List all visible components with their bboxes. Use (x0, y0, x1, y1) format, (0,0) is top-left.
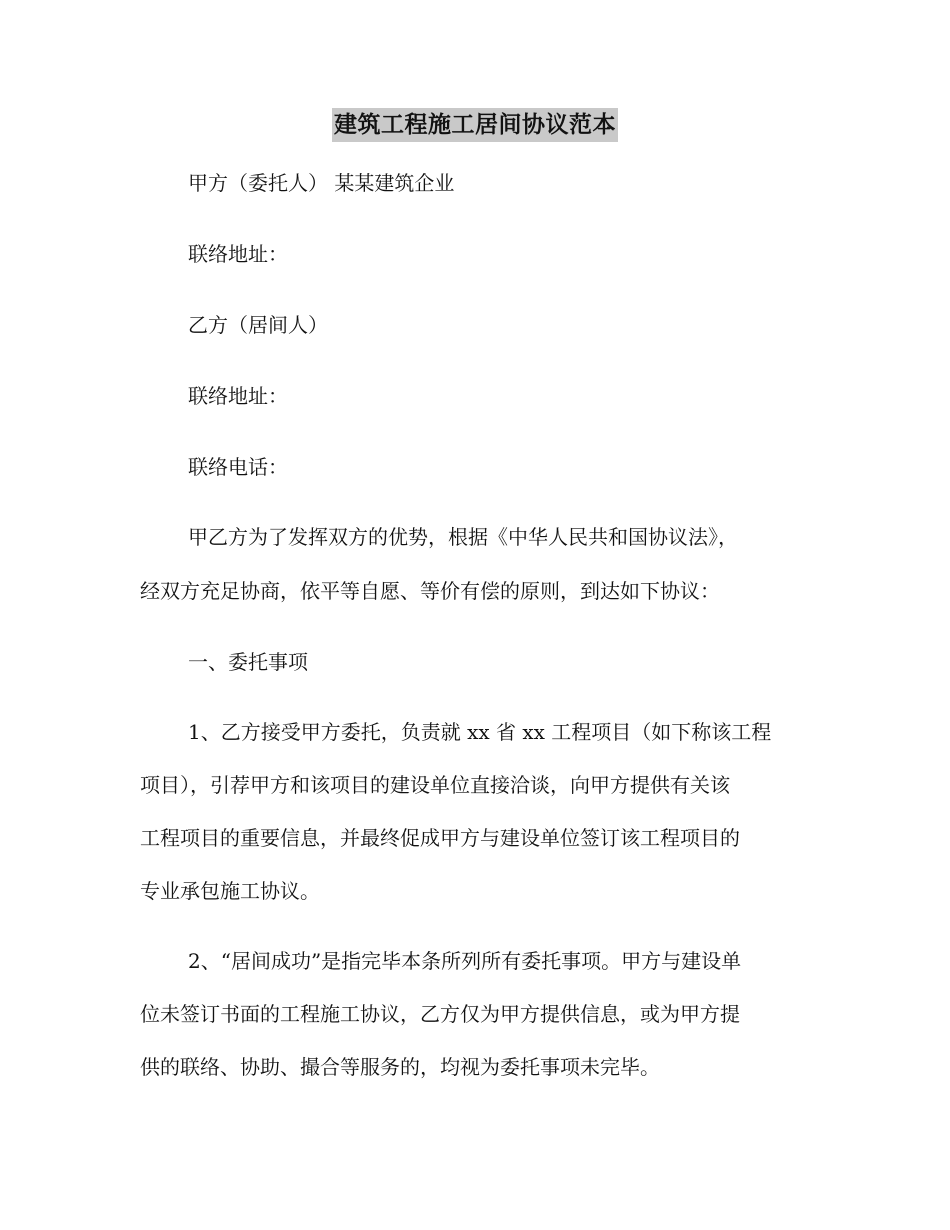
party-b-phone-line: 联络电话： (188, 455, 288, 479)
document-title: 建筑工程施工居间协议范本 (332, 108, 618, 142)
party-a-address-line: 联络地址： (188, 242, 288, 266)
party-b-line: 乙方（居间人） (188, 313, 328, 337)
section-heading-1: 一、委托事项 (188, 650, 308, 674)
clause-2-line-1: 2、“居间成功”是指完毕本条所列所有委托事项。甲方与建设单 (188, 949, 742, 973)
party-a-line: 甲方（委托人） 某某建筑企业 (188, 171, 455, 195)
title-container (0, 108, 950, 142)
intro-paragraph-line-2: 经双方充足协商，依平等自愿、等价有偿的原则，到达如下协议： (140, 579, 720, 603)
clause-2-line-3: 供的联络、协助、撮合等服务的，均视为委托事项未完毕。 (140, 1055, 660, 1079)
clause-2-line-2: 位未签订书面的工程施工协议，乙方仅为甲方提供信息，或为甲方提 (140, 1002, 740, 1026)
clause-1-line-4: 专业承包施工协议。 (140, 879, 320, 903)
clause-1-line-3: 工程项目的重要信息，并最终促成甲方与建设单位签订该工程项目的 (140, 826, 740, 850)
clause-1-line-2: 项目），引荐甲方和该项目的建设单位直接洽谈，向甲方提供有关该 (140, 773, 730, 797)
intro-paragraph-line-1: 甲乙方为了发挥双方的优势，根据《中华人民共和国协议法》， (188, 525, 738, 549)
clause-1-line-1: 1、乙方接受甲方委托，负责就 xx 省 xx 工程项目（如下称该工程 (188, 720, 772, 744)
party-b-address-line: 联络地址： (188, 384, 288, 408)
